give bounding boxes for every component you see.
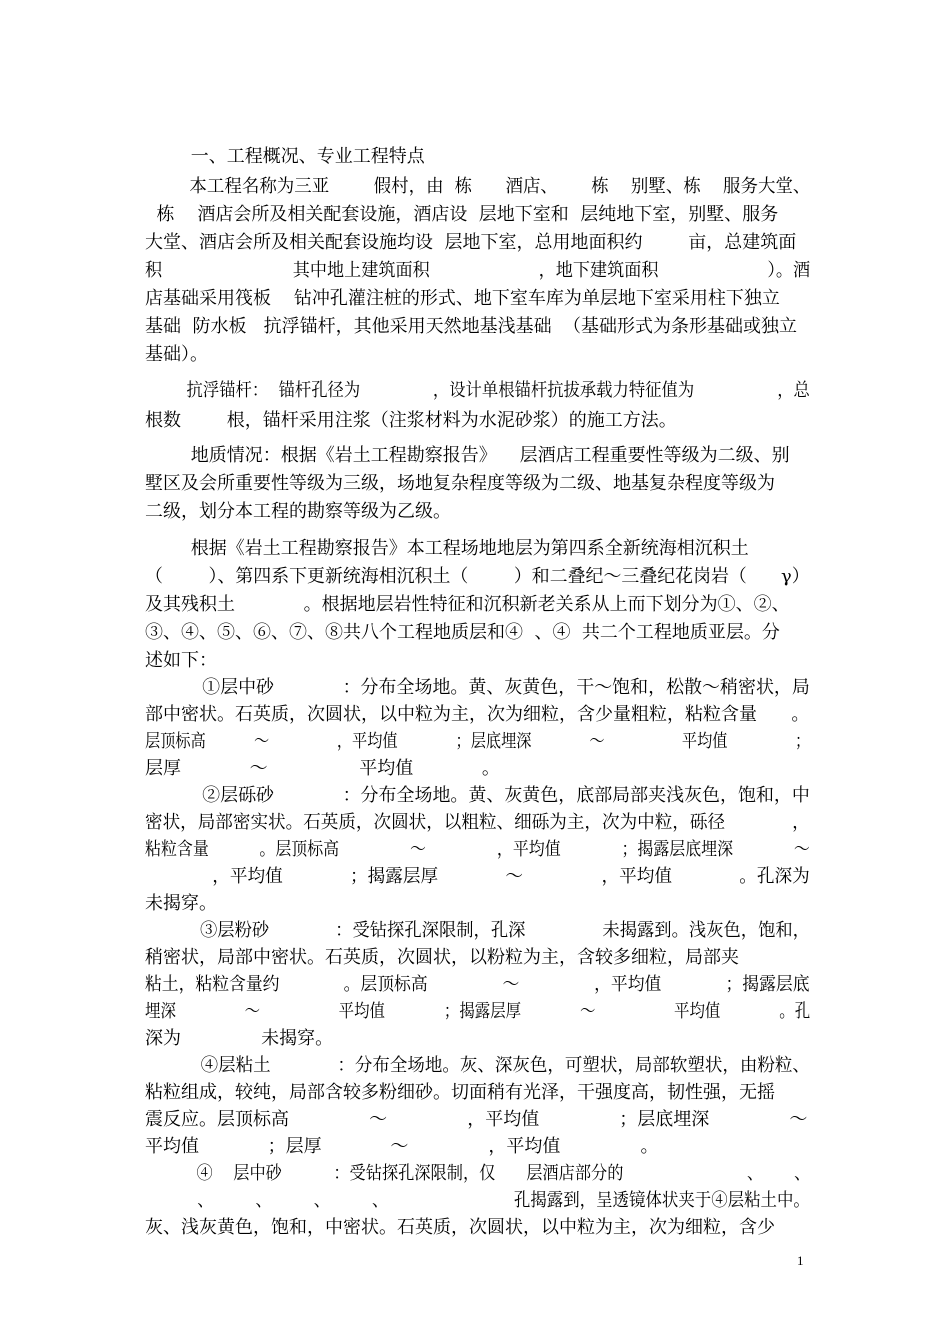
text-line: ③层粉砂 ：受钻探孔深限制，孔深 未揭露到。浅灰色，饱和， <box>145 920 810 941</box>
text-line: 密状，局部密实状。石英质，次圆状，以粗粒、细砾为主，次为中粒，砾径 ， <box>145 812 810 833</box>
text-line: 深为 未揭穿。 <box>145 1028 334 1049</box>
text-line: 墅区及会所重要性等级为三级，场地复杂程度等级为二级、地基复杂程度等级为 <box>145 473 775 494</box>
text-line: 及其残积土 。根据地层岩性特征和沉积新老关系从上而下划分为①、②、 <box>145 594 790 615</box>
text-line: 平均值 ；层厚 ～ ，平均值 。 <box>145 1136 659 1157</box>
text-line: 粘土，粘粒含量约 。层顶标高 ～ ，平均值 ；揭露层底 <box>145 974 810 995</box>
text-line: 灰、浅灰黄色，饱和，中密状。石英质，次圆状，以中粒为主，次为细粒，含少 <box>145 1217 775 1238</box>
text-line: 地质情况：根据《岩土工程勘察报告》 层酒店工程重要性等级为二级、别 <box>145 445 790 466</box>
text-line: ④层粘土 ：分布全场地。灰、深灰色，可塑状，局部软塑状，由粉粒、 <box>145 1055 810 1076</box>
text-line: （ ）、第四系下更新统海相沉积土（ ）和二叠纪～三叠纪花岗岩（ γ） <box>145 566 810 587</box>
text-line: 根据《岩土工程勘察报告》本工程场地地层为第四系全新统海相沉积土 <box>145 538 749 559</box>
text-line: 粘粒含量 。层顶标高 ～ ，平均值 ；揭露层底埋深 ～ <box>145 839 810 860</box>
text-line: ④ 层中砂 ：受钻探孔深限制，仅 层酒店部分的 、 、 <box>145 1163 811 1184</box>
text-line: ②层砾砂 ：分布全场地。黄、灰黄色，底部局部夹浅灰色，饱和，中 <box>145 785 810 806</box>
text-line: 、 、 、 、 孔揭露到，呈透镜体状夹于④层粘土中。 <box>145 1190 810 1211</box>
text-line: 店基础采用筏板 钻冲孔灌注桩的形式、地下室车库为单层地下室采用柱下独立 <box>145 288 780 309</box>
text-line: 层厚 ～ 平均值 。 <box>145 758 500 779</box>
text-line: ①层中砂 ：分布全场地。黄、灰黄色，干～饱和，松散～稍密状，局 <box>145 677 810 698</box>
text-line: 埋深 ～ 平均值 ；揭露层厚 ～ 平均值 。孔 <box>145 1001 811 1022</box>
text-line: 积 其中地上建筑面积 ，地下建筑面积 ）。酒 <box>145 260 811 281</box>
text-line: 栋 酒店会所及相关配套设施，酒店设 层地下室和 层纯地下室，别墅、服务 <box>145 204 779 225</box>
text-line: 稍密状，局部中密状。石英质，次圆状，以粉粒为主，含较多细粒，局部夹 <box>145 947 739 968</box>
text-line: 粘粒组成，较纯，局部含较多粉细砂。切面稍有光泽，干强度高，韧性强，无摇 <box>145 1082 775 1103</box>
text-line: ，平均值 ；揭露层厚 ～ ，平均值 。孔深为 <box>145 866 810 887</box>
text-line: 述如下： <box>145 650 217 671</box>
text-line: 基础 防水板 抗浮锚杆，其他采用天然地基浅基础 （基础形式为条形基础或独立 <box>145 316 798 337</box>
text-line: 抗浮锚杆： 锚杆孔径为 ，设计单根锚杆抗拔承载力特征值为 ，总 <box>145 380 810 401</box>
text-line: 部中密状。石英质，次圆状，以中粒为主，次为细粒，含少量粗粒，粘粒含量 。 <box>145 704 810 725</box>
text-line: 层顶标高 ～ ，平均值 ；层底埋深 ～ 平均值 ； <box>145 731 811 752</box>
text-line: 根数 根，锚杆采用注浆（注浆材料为水泥砂浆）的施工方法。 <box>145 410 677 431</box>
text-line: ③、④、⑤、⑥、⑦、⑧共八个工程地质层和④ 、④ 共二个工程地质亚层。分 <box>145 622 780 643</box>
text-line: 未揭穿。 <box>145 893 217 914</box>
page-number: 1 <box>797 1253 804 1268</box>
text-line: 震反应。层顶标高 ～ ，平均值 ；层底埋深 ～ <box>145 1109 808 1130</box>
text-line: 本工程名称为三亚 假村，由 栋 酒店、 栋 别墅、栋 服务大堂、 <box>145 176 811 197</box>
text-line: 基础）。 <box>145 344 208 365</box>
text-line: 大堂、酒店会所及相关配套设施均设 层地下室，总用地面积约 亩，总建筑面 <box>145 232 797 253</box>
text-line: 二级，划分本工程的勘察等级为乙级。 <box>145 501 451 522</box>
text-line: 一、工程概况、专业工程特点 <box>145 146 425 167</box>
